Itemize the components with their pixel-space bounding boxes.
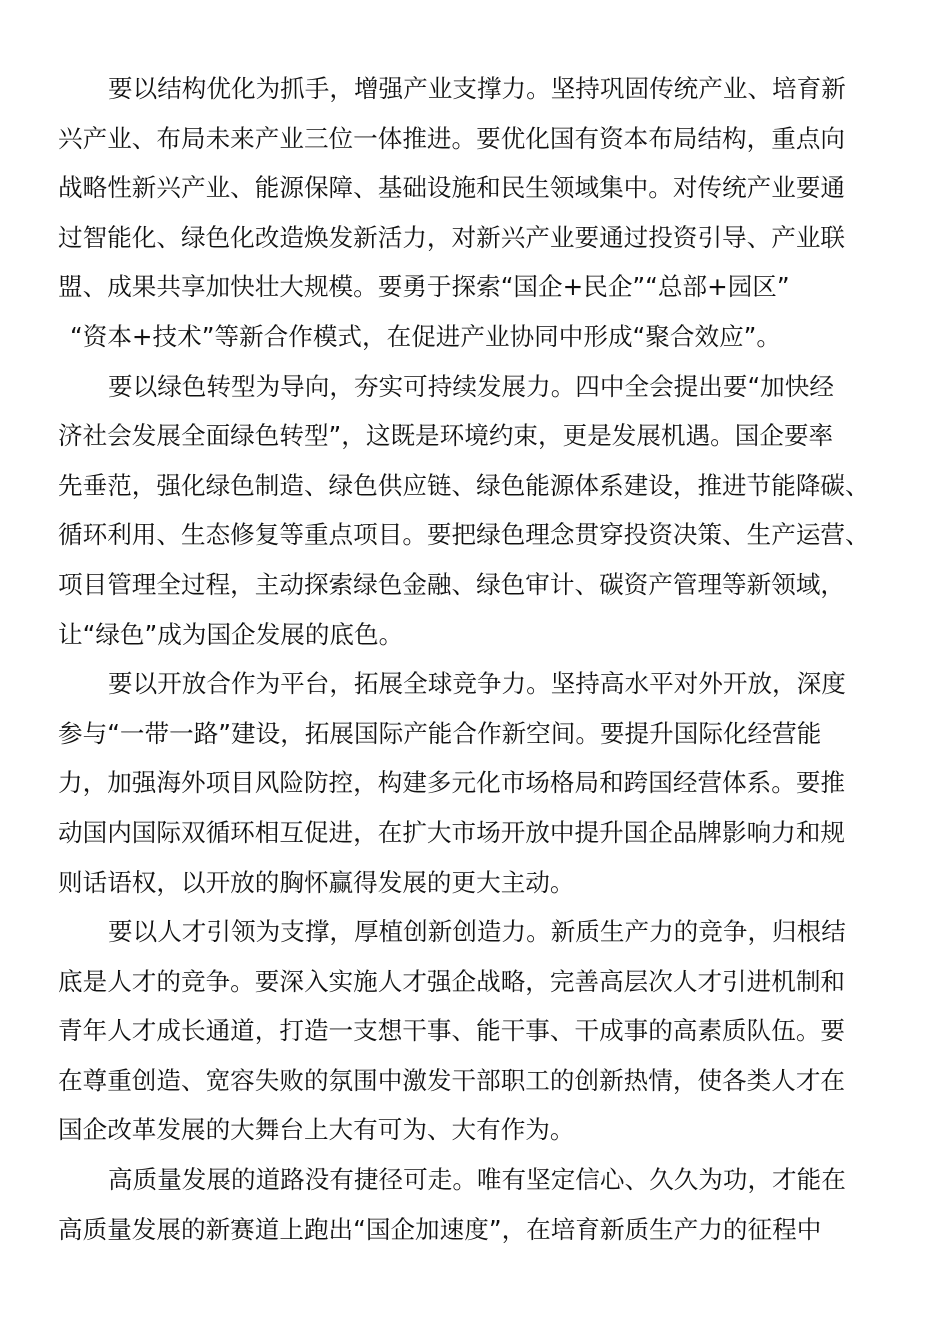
text-line: 要以绿色转型为导向，夯实可持续发展力。四中全会提出要“加快经 bbox=[108, 371, 834, 401]
text-line: 过智能化、绿色化改造焕发新活力，对新兴产业要通过投资引导、产业联 bbox=[58, 222, 846, 252]
document-page bbox=[58, 64, 888, 1254]
text-line: 动国内国际双循环相互促进，在扩大市场开放中提升国企品牌影响力和规 bbox=[58, 817, 846, 847]
paragraph-green-transition bbox=[58, 362, 888, 660]
text-line: 要以结构优化为抓手，增强产业支撑力。坚持巩固传统产业、培育新 bbox=[108, 74, 846, 103]
text-line: “资本+技术”等新合作模式，在促进产业协同中形成“聚合效应”。 bbox=[70, 321, 782, 351]
text-line: 先垂范，强化绿色制造、绿色供应链、绿色能源体系建设，推进节能降碳、 bbox=[58, 470, 870, 500]
text-line: 力，加强海外项目风险防控，构建多元化市场格局和跨国经营体系。要推 bbox=[58, 768, 846, 798]
paragraph-structure-optimization bbox=[58, 64, 888, 362]
text-line: 项目管理全过程，主动探索绿色金融、绿色审计、碳资产管理等新领域， bbox=[58, 569, 846, 599]
text-line: 循环利用、生态修复等重点项目。要把绿色理念贯穿投资决策、生产运营、 bbox=[58, 520, 870, 550]
paragraph-talent-leadership bbox=[58, 907, 888, 1155]
text-line: 盟、成果共享加快壮大规模。要勇于探索“国企+民企”“总部+园区” bbox=[58, 272, 790, 302]
text-line: 则话语权，以开放的胸怀赢得发展的更大主动。 bbox=[58, 867, 575, 897]
text-line: 国企改革发展的大舞台上大有可为、大有作为。 bbox=[58, 1115, 575, 1145]
text-line: 底是人才的竞争。要深入实施人才强企战略，完善高层次人才引进机制和 bbox=[58, 966, 846, 996]
text-line: 参与“一带一路”建设，拓展国际产能合作新空间。要提升国际化经营能 bbox=[58, 718, 822, 748]
text-line: 要以人才引领为支撑，厚植创新创造力。新质生产力的竞争，归根结 bbox=[108, 917, 846, 947]
text-line: 让“绿色”成为国企发展的底色。 bbox=[58, 619, 404, 649]
text-line: 济社会发展全面绿色转型”，这既是环境约束，更是发展机遇。国企要率 bbox=[58, 421, 834, 451]
text-line: 战略性新兴产业、能源保障、基础设施和民生领域集中。对传统产业要通 bbox=[58, 173, 846, 203]
text-line: 青年人才成长通道，打造一支想干事、能干事、干成事的高素质队伍。要 bbox=[58, 1016, 846, 1046]
text-line: 要以开放合作为平台，拓展全球竞争力。坚持高水平对外开放，深度 bbox=[108, 669, 846, 699]
paragraph-open-cooperation bbox=[58, 659, 888, 907]
text-line: 在尊重创造、宽容失败的氛围中激发干部职工的创新热情，使各类人才在 bbox=[58, 1065, 846, 1095]
text-line: 高质量发展的新赛道上跑出“国企加速度”，在培育新质生产力的征程中 bbox=[58, 1214, 822, 1244]
text-line: 兴产业、布局未来产业三位一体推进。要优化国有资本布局结构，重点向 bbox=[58, 123, 846, 153]
text-line: 高质量发展的道路没有捷径可走。唯有坚定信心、久久为功，才能在 bbox=[108, 1165, 846, 1195]
paragraph-conclusion bbox=[58, 1155, 888, 1254]
